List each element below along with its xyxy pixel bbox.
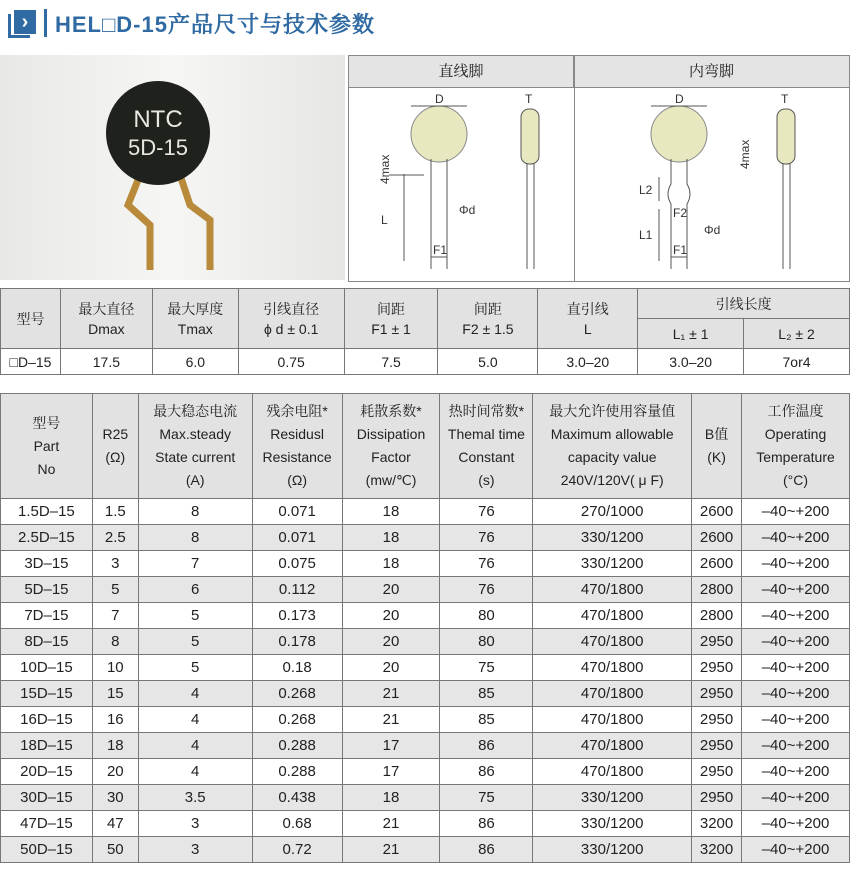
table-cell: 0.268 — [252, 707, 342, 733]
table-cell: 330/1200 — [533, 525, 692, 551]
label-d: D — [435, 92, 444, 106]
table-row — [1, 551, 850, 577]
table-cell: 7 — [92, 603, 138, 629]
table-cell: 1.5 — [92, 499, 138, 525]
table-cell: 20 — [92, 759, 138, 785]
table-cell: 2600 — [692, 499, 742, 525]
divider — [44, 9, 47, 37]
table-cell: 0.075 — [252, 551, 342, 577]
table-cell: 20 — [342, 629, 440, 655]
table-cell: 8 — [138, 499, 252, 525]
table-cell: 470/1800 — [533, 629, 692, 655]
table-row — [1, 811, 850, 837]
table-cell: 85 — [440, 707, 533, 733]
table-cell: 2600 — [692, 525, 742, 551]
dimension-diagrams — [348, 55, 850, 282]
table-cell: 47D–15 — [1, 811, 93, 837]
product-photo — [0, 55, 345, 280]
table-cell: 86 — [440, 759, 533, 785]
table-cell: 17 — [342, 733, 440, 759]
table-cell: 7or4 — [744, 349, 850, 375]
table-cell: 470/1800 — [533, 577, 692, 603]
label-l2: L2 — [639, 183, 653, 197]
table-cell: 18 — [92, 733, 138, 759]
table-cell: –40~+200 — [742, 551, 850, 577]
table-cell: 3.0–20 — [538, 349, 638, 375]
table-cell: 17.5 — [60, 349, 152, 375]
table-cell: –40~+200 — [742, 759, 850, 785]
label-l: L — [381, 213, 388, 227]
table-cell: –40~+200 — [742, 733, 850, 759]
table-row — [1, 577, 850, 603]
table-cell: 8D–15 — [1, 629, 93, 655]
table-cell: 0.268 — [252, 681, 342, 707]
table-cell: 270/1000 — [533, 499, 692, 525]
table-cell: 20 — [342, 655, 440, 681]
table-cell: 5 — [138, 655, 252, 681]
table-cell: 76 — [440, 551, 533, 577]
col-capacity: 最大允许使用容量值 Maximum allowable capacity value 240V/120V( μ F) — [533, 394, 692, 499]
col-r25: R25 (Ω) — [92, 394, 138, 499]
table-cell: 8 — [92, 629, 138, 655]
table-cell: 5 — [92, 577, 138, 603]
table-cell: 6.0 — [152, 349, 238, 375]
table-row — [1, 349, 850, 375]
label-f1-bent: F1 — [673, 243, 688, 257]
table-cell: 86 — [440, 811, 533, 837]
col-l: 直引线 L — [538, 289, 638, 349]
label-4max: 4max — [378, 154, 392, 184]
table-cell: 16D–15 — [1, 707, 93, 733]
table-cell: 20 — [342, 603, 440, 629]
col-l1: L₁ ± 1 — [638, 319, 744, 349]
table-cell: 4 — [138, 707, 252, 733]
table-cell: 86 — [440, 733, 533, 759]
col-part-no: 型号 Part No — [1, 394, 93, 499]
table-cell: 3 — [138, 811, 252, 837]
table-row — [1, 707, 850, 733]
table-cell: 2950 — [692, 785, 742, 811]
table-cell: 30 — [92, 785, 138, 811]
table-cell: 4 — [138, 733, 252, 759]
table-cell: 2950 — [692, 733, 742, 759]
table-cell: 21 — [342, 837, 440, 863]
table-cell: –40~+200 — [742, 525, 850, 551]
table-cell: –40~+200 — [742, 655, 850, 681]
table-cell: –40~+200 — [742, 707, 850, 733]
table-cell: 76 — [440, 499, 533, 525]
col-model: 型号 — [1, 289, 61, 349]
label-4max-bent: 4max — [738, 139, 752, 169]
table-cell: 330/1200 — [533, 811, 692, 837]
table-cell: 0.72 — [252, 837, 342, 863]
table-cell: 21 — [342, 681, 440, 707]
table-cell: 1.5D–15 — [1, 499, 93, 525]
table-cell: 8 — [138, 525, 252, 551]
table-cell: 3 — [92, 551, 138, 577]
table-cell: 10 — [92, 655, 138, 681]
col-max-current: 最大稳态电流 Max.steady State current (A) — [138, 394, 252, 499]
table-cell: 2.5D–15 — [1, 525, 93, 551]
col-f2: 间距 F2 ± 1.5 — [438, 289, 538, 349]
table-cell: 0.112 — [252, 577, 342, 603]
table-cell: –40~+200 — [742, 603, 850, 629]
table-cell: 75 — [440, 655, 533, 681]
table-cell: 3200 — [692, 837, 742, 863]
table-cell: 330/1200 — [533, 785, 692, 811]
table-cell: 2950 — [692, 629, 742, 655]
table-cell: 0.75 — [238, 349, 344, 375]
col-residual-resistance: 残余电阻* Residusl Resistance (Ω) — [252, 394, 342, 499]
table-cell: 0.071 — [252, 525, 342, 551]
table-cell: 2950 — [692, 681, 742, 707]
table-row — [1, 785, 850, 811]
label-d-bent: D — [675, 92, 684, 106]
label-f2: F2 — [673, 206, 688, 220]
table-cell: 18 — [342, 525, 440, 551]
label-phid: Φd — [459, 203, 476, 217]
diagram-title-straight: 直线脚 — [349, 56, 574, 88]
table-cell: 2950 — [692, 759, 742, 785]
page-title: HEL□D-15产品尺寸与技术参数 — [55, 11, 375, 37]
spec-table — [0, 393, 850, 863]
table-cell: 0.68 — [252, 811, 342, 837]
table-cell: 2800 — [692, 577, 742, 603]
table-row — [1, 733, 850, 759]
table-cell: 18 — [342, 499, 440, 525]
col-lead-diameter: 引线直径 ϕ d ± 0.1 — [238, 289, 344, 349]
table-cell: –40~+200 — [742, 811, 850, 837]
table-cell: □D–15 — [1, 349, 61, 375]
table-cell: 75 — [440, 785, 533, 811]
table-cell: 3D–15 — [1, 551, 93, 577]
label-phid-bent: Φd — [704, 223, 721, 237]
table-cell: 470/1800 — [533, 655, 692, 681]
table-cell: 21 — [342, 707, 440, 733]
table-cell: 80 — [440, 603, 533, 629]
table-cell: 18 — [342, 785, 440, 811]
table-cell: 0.178 — [252, 629, 342, 655]
label-t: T — [525, 92, 533, 106]
table-cell: 470/1800 — [533, 759, 692, 785]
table-row — [1, 525, 850, 551]
table-cell: 5D–15 — [1, 577, 93, 603]
table-cell: 0.173 — [252, 603, 342, 629]
table-cell: –40~+200 — [742, 837, 850, 863]
table-cell: 17 — [342, 759, 440, 785]
table-cell: 0.071 — [252, 499, 342, 525]
table-cell: 50 — [92, 837, 138, 863]
col-b-value: B值 (K) — [692, 394, 742, 499]
photo-label-ntc: NTC — [133, 106, 183, 133]
table-cell: 2600 — [692, 551, 742, 577]
diagram-title-bent: 内弯脚 — [574, 56, 849, 88]
label-f1: F1 — [433, 243, 448, 257]
table-cell: 330/1200 — [533, 837, 692, 863]
label-t-bent: T — [781, 92, 789, 106]
table-cell: 15 — [92, 681, 138, 707]
table-cell: –40~+200 — [742, 499, 850, 525]
table-cell: 16 — [92, 707, 138, 733]
table-cell: 7D–15 — [1, 603, 93, 629]
table-cell: 76 — [440, 525, 533, 551]
table-cell: 3.0–20 — [638, 349, 744, 375]
table-cell: 2950 — [692, 655, 742, 681]
table-cell: 18D–15 — [1, 733, 93, 759]
col-temperature: 工作温度 Operating Temperature (°C) — [742, 394, 850, 499]
table-cell: 76 — [440, 577, 533, 603]
table-cell: 18 — [342, 551, 440, 577]
col-thermal-time: 热时间常数* Themal time Constant (s) — [440, 394, 533, 499]
table-row — [1, 655, 850, 681]
table-cell: 30D–15 — [1, 785, 93, 811]
table-cell: 0.18 — [252, 655, 342, 681]
table-cell: 0.288 — [252, 759, 342, 785]
table-cell: 4 — [138, 681, 252, 707]
table-cell: 470/1800 — [533, 733, 692, 759]
table-row — [1, 759, 850, 785]
table-cell: 7.5 — [344, 349, 438, 375]
table-cell: 3200 — [692, 811, 742, 837]
table-cell: 0.288 — [252, 733, 342, 759]
page-header — [8, 8, 375, 38]
table-cell: –40~+200 — [742, 629, 850, 655]
table-cell: 50D–15 — [1, 837, 93, 863]
table-cell: 0.438 — [252, 785, 342, 811]
table-cell: 15D–15 — [1, 681, 93, 707]
table-cell: 5.0 — [438, 349, 538, 375]
photo-label-model: 5D-15 — [128, 135, 188, 160]
table-cell: 3.5 — [138, 785, 252, 811]
table-cell: 7 — [138, 551, 252, 577]
table-cell: 85 — [440, 681, 533, 707]
table-cell: 80 — [440, 629, 533, 655]
table-row — [1, 499, 850, 525]
table-cell: 10D–15 — [1, 655, 93, 681]
table-cell: 20D–15 — [1, 759, 93, 785]
col-lead-length: 引线长度 — [638, 289, 850, 319]
col-f1: 间距 F1 ± 1 — [344, 289, 438, 349]
col-tmax: 最大厚度 Tmax — [152, 289, 238, 349]
table-cell: –40~+200 — [742, 577, 850, 603]
col-dmax: 最大直径 Dmax — [60, 289, 152, 349]
col-dissipation: 耗散系数* Dissipation Factor (mw/℃) — [342, 394, 440, 499]
table-row — [1, 603, 850, 629]
table-cell: –40~+200 — [742, 681, 850, 707]
table-cell: 470/1800 — [533, 707, 692, 733]
table-cell: 2.5 — [92, 525, 138, 551]
label-l1: L1 — [639, 228, 653, 242]
table-cell: 330/1200 — [533, 551, 692, 577]
table-cell: 21 — [342, 811, 440, 837]
table-cell: 470/1800 — [533, 603, 692, 629]
table-cell: 470/1800 — [533, 681, 692, 707]
table-cell: 2800 — [692, 603, 742, 629]
table-cell: 86 — [440, 837, 533, 863]
table-cell: 47 — [92, 811, 138, 837]
table-cell: 20 — [342, 577, 440, 603]
table-cell: –40~+200 — [742, 785, 850, 811]
table-cell: 2950 — [692, 707, 742, 733]
dimension-table — [0, 288, 850, 375]
table-cell: 6 — [138, 577, 252, 603]
col-l2: L₂ ± 2 — [744, 319, 850, 349]
table-row — [1, 837, 850, 863]
table-cell: 4 — [138, 759, 252, 785]
table-row — [1, 629, 850, 655]
table-cell: 5 — [138, 603, 252, 629]
table-cell: 3 — [138, 837, 252, 863]
table-row — [1, 681, 850, 707]
table-cell: 5 — [138, 629, 252, 655]
brand-logo-icon: › — [8, 8, 38, 38]
